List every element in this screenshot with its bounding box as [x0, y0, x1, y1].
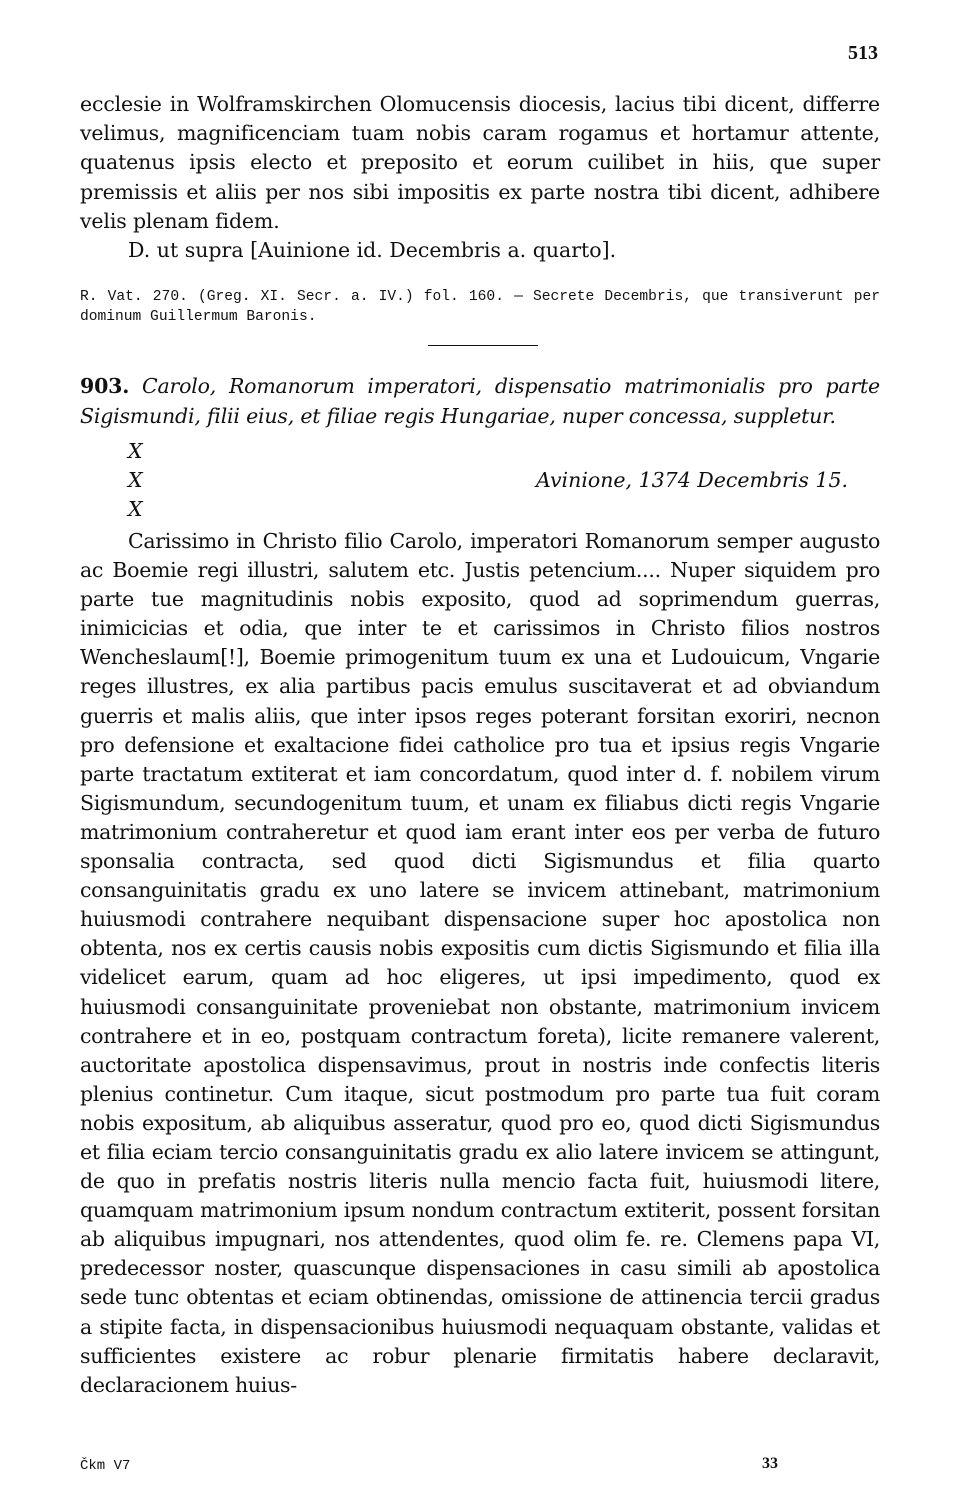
marginal-mark-1: X	[128, 439, 143, 463]
letter-text: Carissimo in Christo filio Carolo, imperatori Romanorum semper augusto ac Boemie regi illustri, salutem etc. Justis petencium.... Nuper siquidem pro parte tue magnitudinis nobis exposito, quod ad soprimendum guerras, inimicicias et odia, que inter te et carissimos in Christo filios nostros Wencheslaum[!], Boemie primogenitum tuum ex una et Ludouicum, Vngarie reges illustres, ex alia partibus pacis emulus suscitaverat et ad obviandum guerris et malis aliis, que inter ipsos reges poterant forsitan exoriri, necnon pro defensione et exaltacione fidei catholice pro tua et ipsius regis Vngarie parte tractatum extiterat et iam concordatum, quod inter d. f. nobilem virum Sigismundum, secundogenitum tuum, et unam ex filiabus dicti regis Vngarie matrimonium contraheretur et quod iam erant inter eos per verba de futuro sponsalia contracta, sed quod dicti Sigismundus et filia quarto consanguinitatis gradu ex uno latere se invicem attinebant, matrimonium huiusmodi contrahere nequibant dispensacione super hoc apostolica non obtenta, nos ex certis causis nobis expositis cum dictis Sigismundo et filia illa videlicet earum, quam ad hoc eligeres, ut ipsi impedimento, quod ex huiusmodi consanguinitate proveniebat non obstante, matrimonium invicem contrahere et in eo, postquam contractum foreta), licite remanere valerent, auctoritate apostolica dispensavimus, prout in nostris inde confectis literis plenius continetur. Cum itaque, sicut postmodum pro parte tua fuit coram nobis expositum, ab aliquibus asseratur, quod pro eo, quod dicti Sigismundus et filia eciam tercio consanguinitatis gradu ex alio latere invicem se attingunt, de quo in prefatis nostris literis nulla mencio facta fuit, huiusmodi litere, quamquam matrimonium ipsum nondum contractum extiterit, possent forsitan ab aliquibus impugnari, nos attendentes, quod olim fe. re. Clemens papa VI, predecessor noster, quascunque dispensaciones in casu simili ab apostolica sede tunc obtentas et eciam obtinendas, omissione de attinencia tercii gradus a stipite facta, in dispensacionibus huiusmodi nequaquam obstante, validas et sufficientes existere ac robur plenarie firmitatis habere declaravit, declaracionem huius-	[80, 529, 880, 1397]
entry-place-date: Avinione, 1374 Decembris 15.	[536, 468, 849, 492]
register-note: R. Vat. 270. (Greg. XI. Secr. a. IV.) fol. 160. — Secrete Decembris, que transiverunt per dominum Guillermum Baronis.	[80, 289, 880, 325]
footer-sheet-number: 33	[762, 1455, 778, 1472]
marginal-mark-2: X	[128, 468, 143, 492]
entry-number: 903.	[80, 374, 130, 398]
previous-letter-end	[80, 90, 880, 265]
marginal-mark-3: X	[128, 497, 143, 521]
previous-letter-date: D. ut supra [Auinione id. Decembris a. quarto].	[128, 238, 617, 263]
entry-heading	[80, 372, 880, 431]
entry-summary: Carolo, Romanorum imperatori, dispensatio matrimonialis pro parte Sigismundi, filii eius, et filiae regis Hungariae, nuper concessa, suppletur.	[80, 374, 880, 428]
previous-letter-text: ecclesie in Wolframskirchen Olomucensis diocesis, lacius tibi dicent, differre velimus, magnificenciam tuam nobis caram rogamus et hortamur attente, quatenus ipsis electo et preposito et eorum cuilibet in hiis, que super premissis et aliis per nos sibi impositis ex parte nostra tibi dicent, adhibere velis plenam fidem.	[80, 92, 880, 233]
page-number: 513	[848, 42, 878, 64]
section-divider	[428, 345, 538, 346]
footer-signature: Čkm V7	[80, 1458, 131, 1474]
